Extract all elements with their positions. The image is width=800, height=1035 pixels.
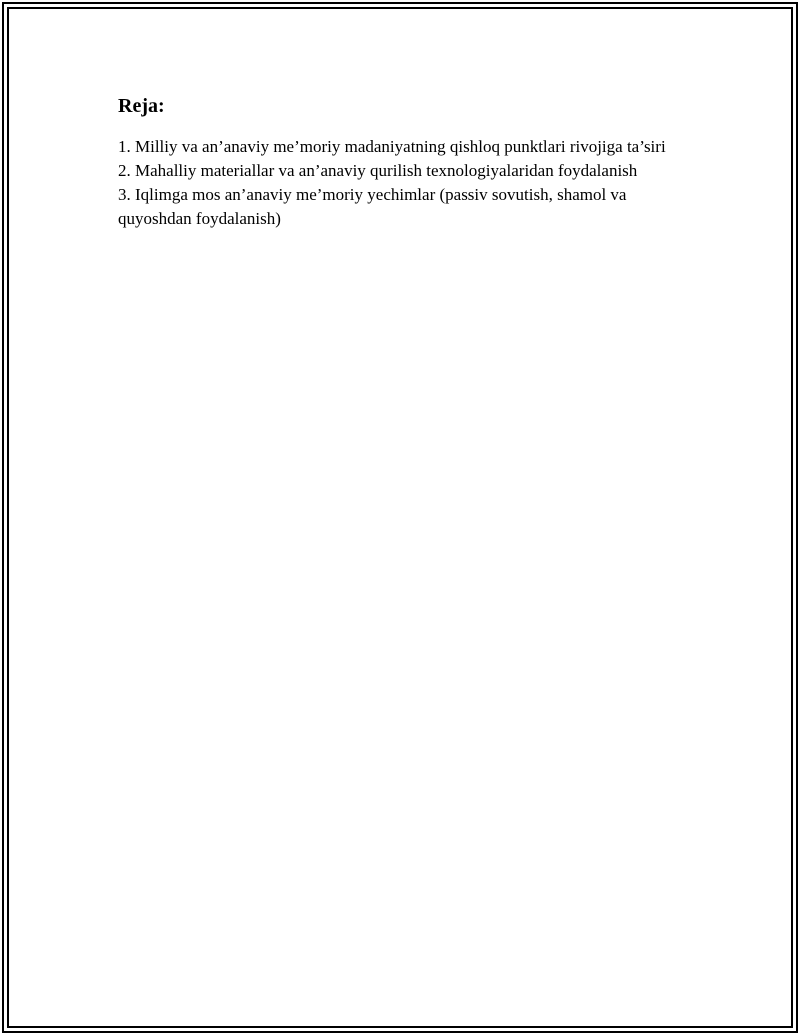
plan-item-1: 1. Milliy va an’anaviy me’moriy madaniyatning qishloq punktlari rivojiga ta’siri <box>118 137 666 156</box>
plan-list <box>118 135 693 231</box>
plan-heading: Reja: <box>118 95 165 117</box>
document-content <box>118 92 693 231</box>
plan-item-3: 3. Iqlimga mos an’anaviy me’moriy yechimlar (passiv sovutish, shamol va quyoshdan foydalanish) <box>118 185 627 228</box>
plan-item-2: 2. Mahalliy materiallar va an’anaviy qurilish texnologiyalaridan foydalanish <box>118 161 638 180</box>
